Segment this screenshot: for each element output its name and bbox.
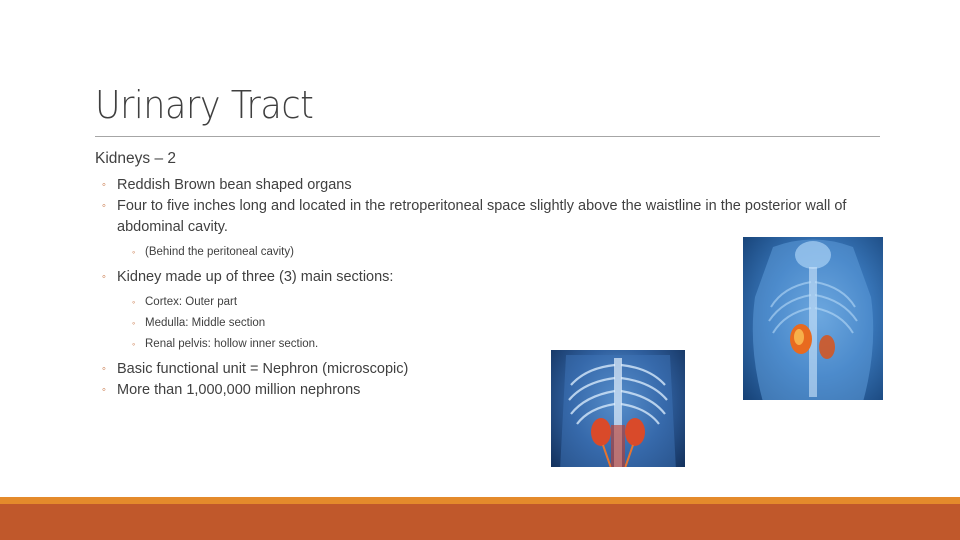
bullet-text: Basic functional unit = Nephron (microscopic): [117, 361, 409, 377]
slide-title: Urinary Tract: [95, 83, 314, 127]
bullet-item: [95, 380, 855, 401]
bullet-item: [95, 267, 855, 288]
bullet-text: Reddish Brown bean shaped organs: [117, 177, 352, 193]
sub-bullet-text: Medulla: Middle section: [145, 317, 266, 329]
torso-illustration: [743, 237, 883, 410]
title-divider: [95, 136, 880, 137]
bullet-icon: ◦: [102, 384, 106, 396]
bullet-icon: ◦: [132, 297, 136, 307]
torso-kidneys-back-image: [743, 237, 883, 410]
sub-bullet-text: Cortex: Outer part: [145, 296, 238, 308]
bullet-item: [95, 359, 855, 380]
sub-bullet-text: (Behind the peritoneal cavity): [145, 246, 294, 258]
bullet-text: Four to five inches long and located in the retroperitoneal space slightly above the waistline in the posterior wall of abdominal cavity.: [117, 198, 847, 235]
sub-bullet-text: Renal pelvis: hollow inner section.: [145, 338, 319, 350]
bullet-text: Kidney made up of three (3) main sections:: [117, 269, 394, 285]
footer-accent-bar: [0, 497, 960, 504]
sub-bullet-item: [95, 334, 855, 355]
bullet-icon: ◦: [102, 200, 106, 212]
bullet-icon: ◦: [102, 271, 106, 283]
chest-illustration: [551, 350, 685, 477]
bullet-icon: ◦: [102, 363, 106, 375]
bullet-item: [95, 175, 855, 196]
footer-band: [0, 504, 960, 540]
bullet-icon: ◦: [132, 318, 136, 328]
bullet-text: More than 1,000,000 million nephrons: [117, 382, 361, 398]
sub-bullet-item: [95, 313, 855, 334]
bullet-icon: ◦: [132, 339, 136, 349]
sub-bullet-item: [95, 292, 855, 313]
section-heading: Kidneys – 2: [95, 150, 176, 167]
bullet-icon: ◦: [102, 179, 106, 191]
chest-kidneys-front-image: [551, 350, 685, 477]
bullet-icon: ◦: [132, 247, 136, 257]
bullet-item: [95, 196, 855, 238]
sub-bullet-item: [95, 242, 855, 263]
slide-content: [95, 150, 855, 401]
